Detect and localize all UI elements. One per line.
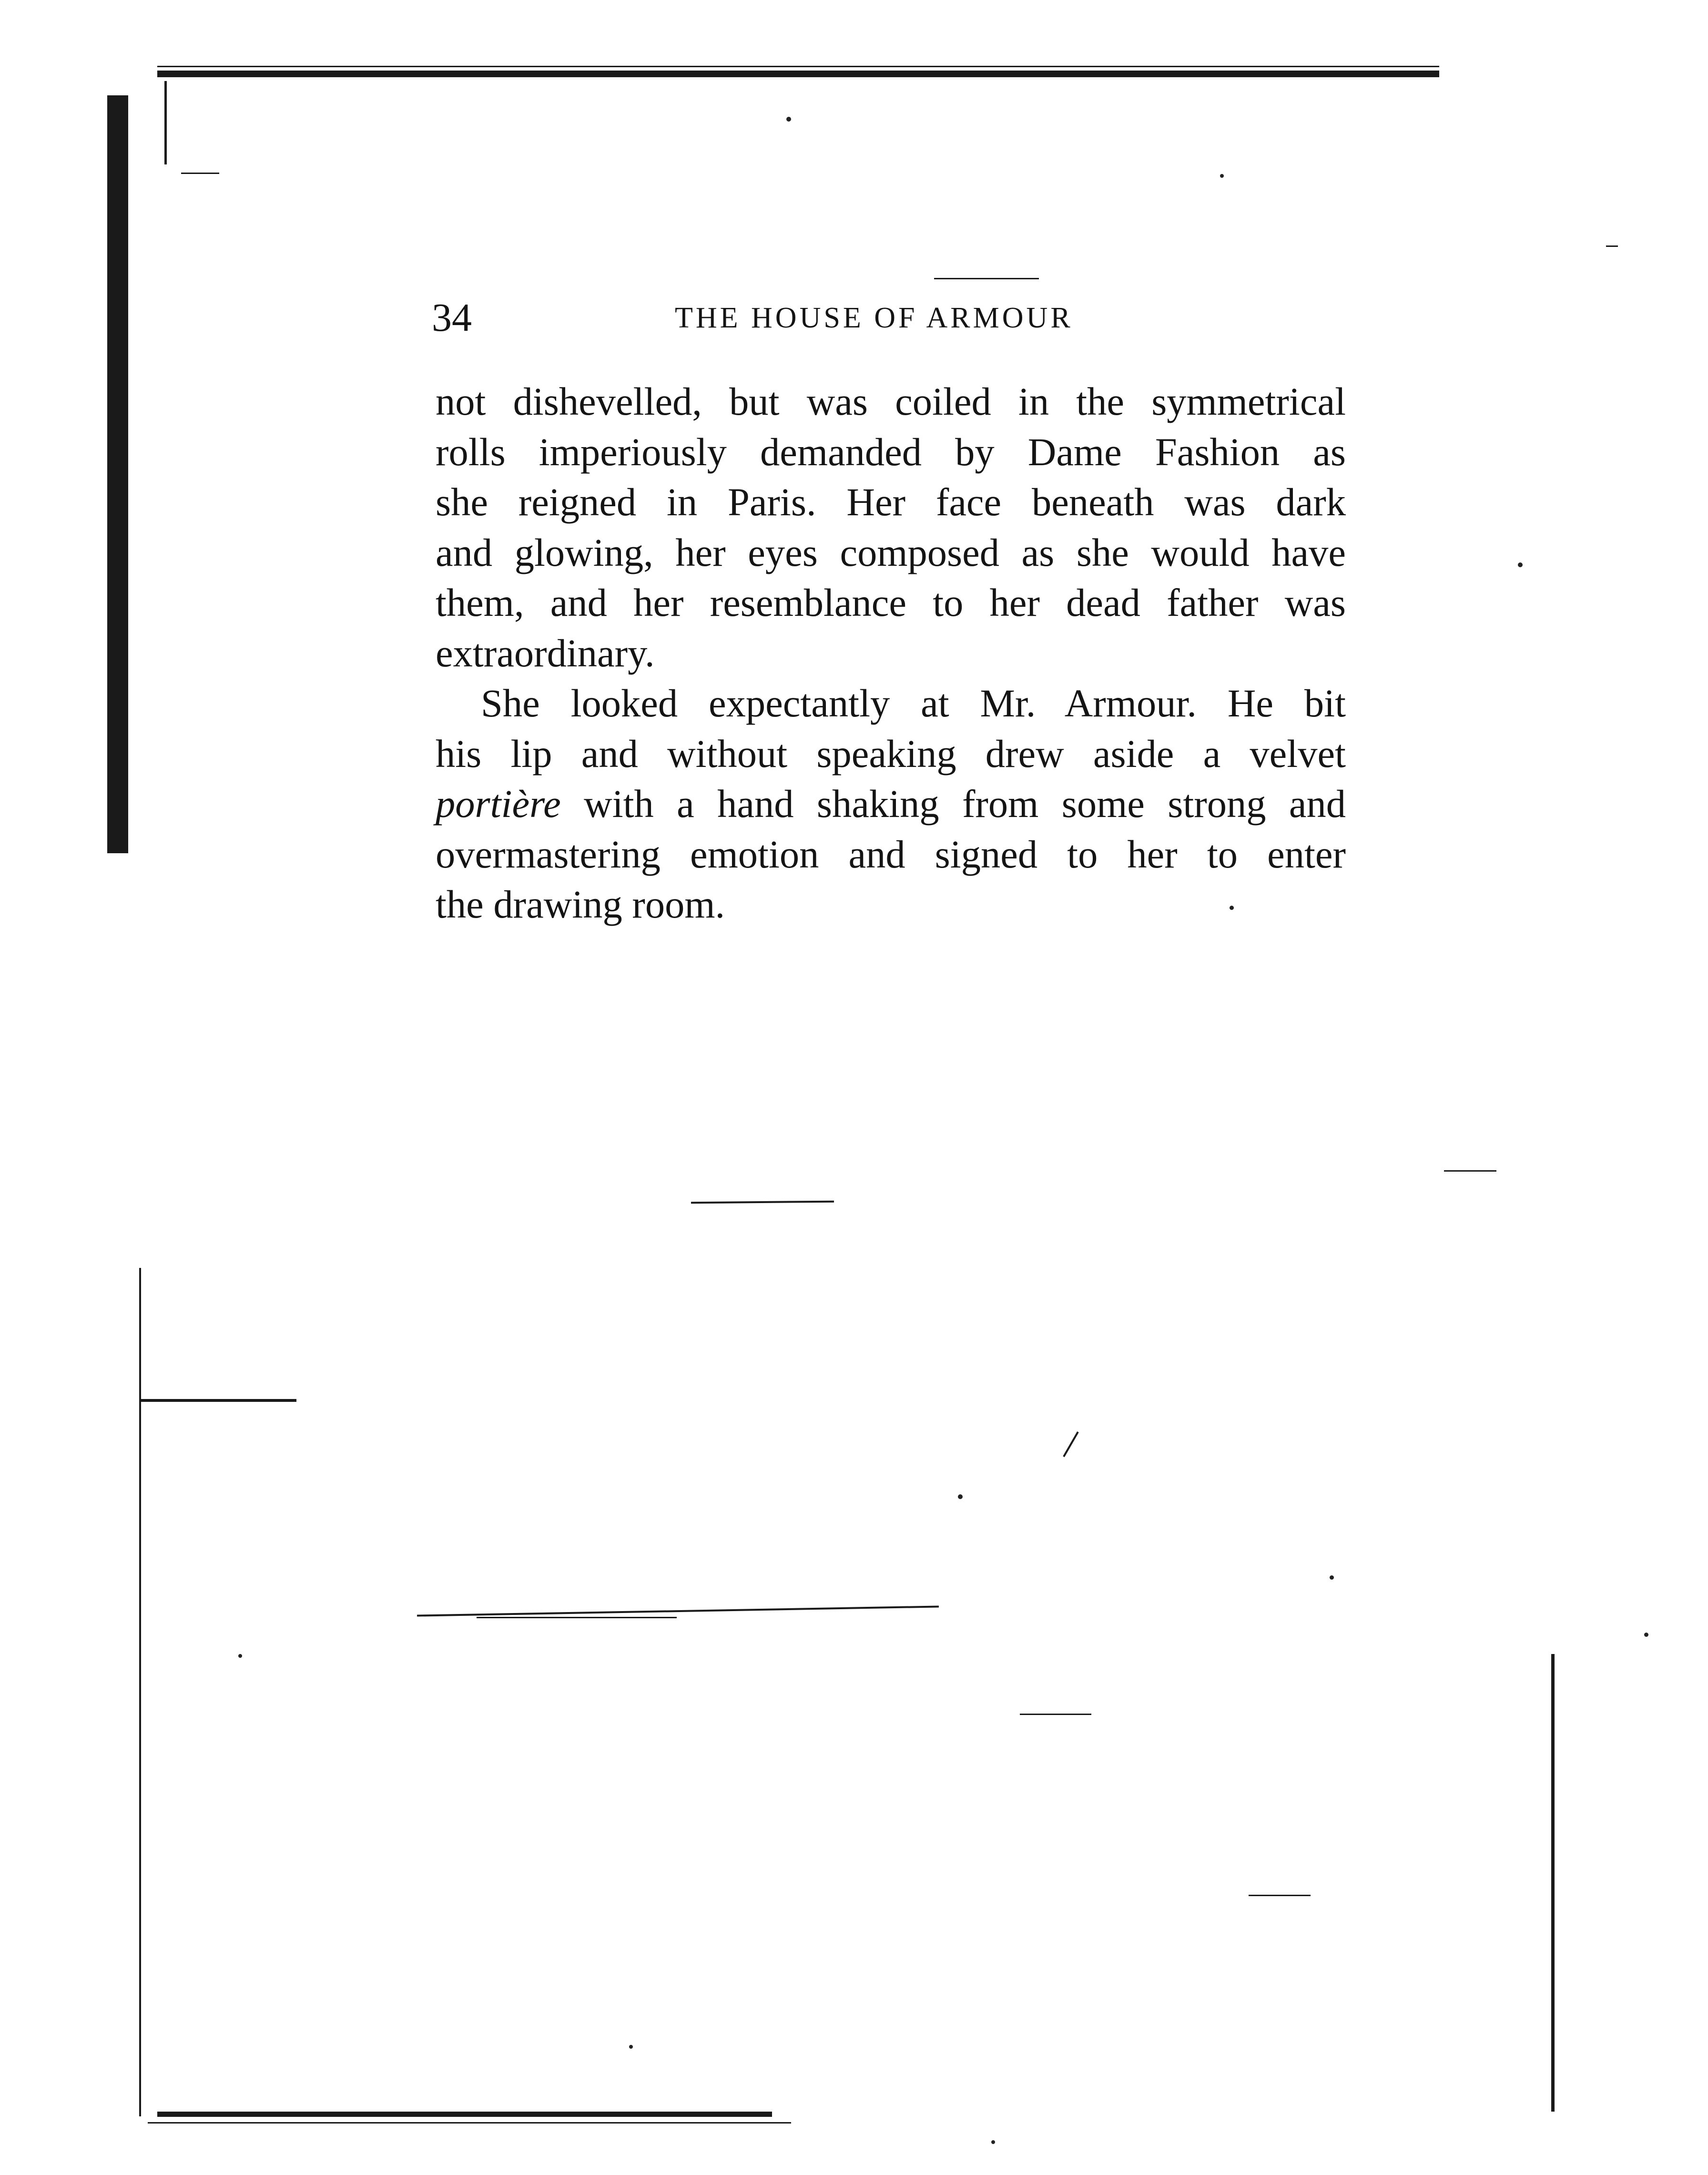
text-span: with a hand shaking from some strong and xyxy=(560,782,1346,826)
stray-slash xyxy=(1063,1431,1078,1457)
text-line: them, and her resemblance to her dead father was xyxy=(436,581,1346,624)
speck xyxy=(1518,562,1523,567)
left-binding-edge xyxy=(107,95,128,853)
running-title: THE HOUSE OF ARMOUR xyxy=(675,302,1073,334)
page-number: 34 xyxy=(432,296,472,340)
margin-dash-left xyxy=(181,173,219,174)
right-edge-line xyxy=(1551,1654,1555,2112)
top-border-line xyxy=(157,71,1439,77)
speck xyxy=(1220,174,1224,178)
body-text xyxy=(436,377,1346,930)
text-line: she reigned in Paris. Her face beneath was dark xyxy=(436,480,1346,524)
speck xyxy=(629,2045,633,2049)
text-line: overmastering emotion and signed to her to enter xyxy=(436,832,1346,876)
top-border-thin-line xyxy=(157,66,1439,67)
left-margin-line xyxy=(139,1268,141,2116)
ornament-dash xyxy=(934,278,1039,279)
italic-word: portière xyxy=(436,782,561,826)
text-line: extraordinary. xyxy=(436,631,655,675)
speck xyxy=(1644,1633,1648,1637)
text-line: his lip and without speaking drew aside a velvet xyxy=(436,731,1346,776)
stray-line-3 xyxy=(477,1617,677,1618)
margin-dash-right xyxy=(1606,245,1618,247)
speck xyxy=(1330,1575,1334,1580)
stray-line-1 xyxy=(691,1201,834,1204)
speck xyxy=(786,117,791,122)
bottom-border-line xyxy=(157,2112,772,2117)
speck xyxy=(238,1654,242,1658)
bottom-border-thin-line xyxy=(148,2122,791,2124)
text-line: the drawing room. xyxy=(436,882,725,926)
left-margin-tick xyxy=(139,1399,296,1402)
running-head xyxy=(432,292,1352,344)
text-line: She looked expectantly at Mr. Armour. He bit xyxy=(481,681,1346,725)
stray-line-4 xyxy=(1020,1714,1091,1715)
stray-line-5 xyxy=(1444,1170,1496,1172)
speck xyxy=(991,2140,995,2144)
text-line: and glowing, her eyes composed as she would have xyxy=(436,530,1346,574)
text-line xyxy=(436,779,1346,829)
stray-line-2 xyxy=(417,1605,939,1616)
speck xyxy=(958,1494,963,1499)
stray-line-6 xyxy=(1249,1895,1311,1896)
text-line: not dishevelled, but was coiled in the symmetrical xyxy=(436,379,1346,423)
left-binding-thin-line xyxy=(164,81,167,164)
text-line: rolls imperiously demanded by Dame Fashion as xyxy=(436,429,1346,474)
